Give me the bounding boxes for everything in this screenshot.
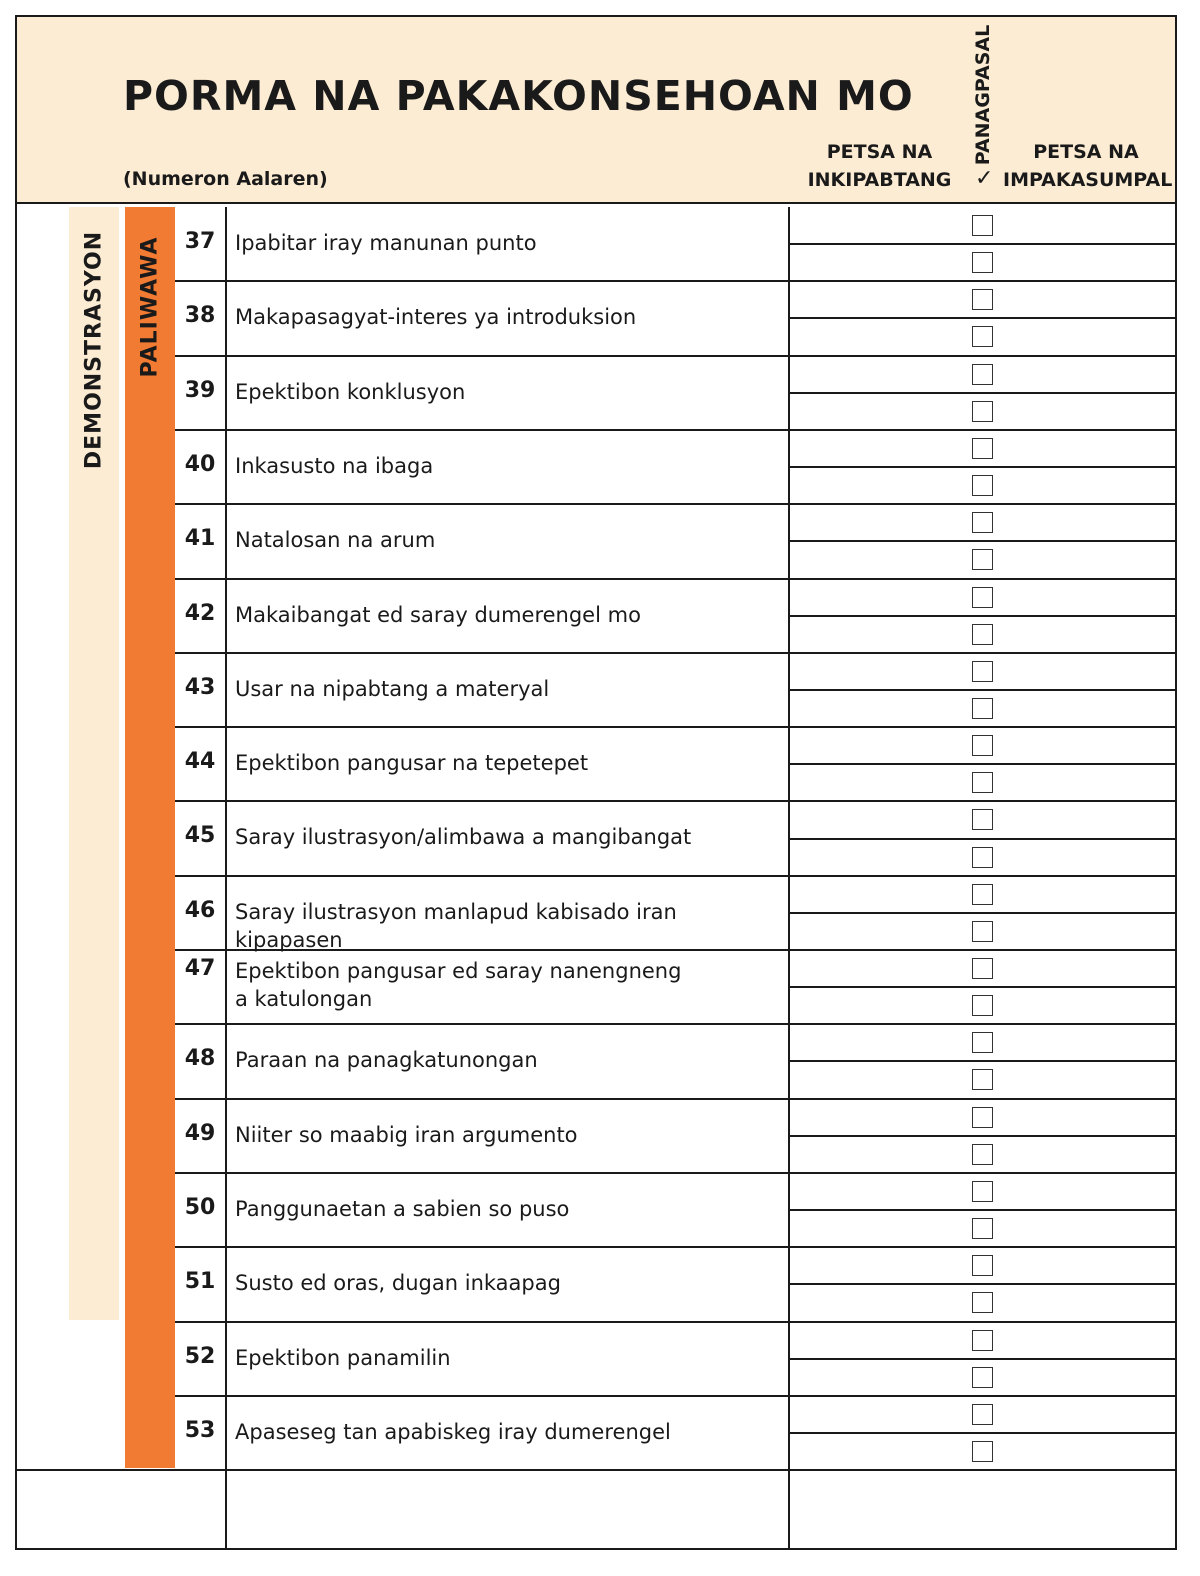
date-line bbox=[790, 1358, 1177, 1360]
date-line bbox=[790, 1023, 1177, 1025]
passed-checkbox[interactable] bbox=[972, 326, 993, 347]
row-divider bbox=[175, 280, 788, 282]
passed-checkbox[interactable] bbox=[972, 1404, 993, 1425]
lesson-number: 37 bbox=[184, 229, 216, 254]
date-line bbox=[790, 875, 1177, 877]
lesson-title-line: a katulongan bbox=[235, 987, 373, 1011]
lesson-title bbox=[235, 452, 783, 480]
date-line bbox=[790, 1060, 1177, 1062]
lesson-title bbox=[235, 1121, 783, 1149]
lesson-title bbox=[235, 526, 783, 554]
category-talk: PALIWAWA bbox=[137, 236, 163, 378]
lesson-number: 40 bbox=[184, 451, 216, 477]
date-line bbox=[790, 578, 1177, 580]
lesson-title bbox=[235, 1344, 783, 1372]
date-line bbox=[790, 1098, 1177, 1100]
date-line bbox=[790, 912, 1177, 914]
date-line bbox=[790, 1135, 1177, 1137]
lesson-title-line: Usar na nipabtang a materyal bbox=[235, 676, 550, 701]
row-divider bbox=[175, 578, 788, 580]
column-header-start-line2: INKIPABTANG bbox=[807, 169, 952, 191]
lesson-title-line: Susto ed oras, dugan inkaapag bbox=[235, 1271, 561, 1296]
lesson-title-line: Natalosan na arum bbox=[235, 528, 436, 553]
lesson-title bbox=[235, 898, 783, 954]
date-line bbox=[790, 726, 1177, 728]
passed-checkbox[interactable] bbox=[972, 735, 993, 756]
date-line bbox=[790, 503, 1177, 505]
passed-checkbox[interactable] bbox=[972, 772, 993, 793]
lesson-title-line: Makaibangat ed saray dumerengel mo bbox=[235, 602, 641, 627]
row-divider bbox=[175, 429, 788, 431]
lesson-title-line: Epektibon konklusyon bbox=[235, 379, 466, 404]
column-header-pass: PANAGPASAL bbox=[972, 24, 994, 166]
passed-checkbox[interactable] bbox=[972, 624, 993, 645]
lesson-number: 38 bbox=[184, 303, 216, 329]
passed-checkbox[interactable] bbox=[972, 512, 993, 533]
passed-checkbox[interactable] bbox=[972, 847, 993, 868]
date-line bbox=[790, 689, 1177, 691]
date-line bbox=[790, 243, 1177, 245]
date-line bbox=[790, 800, 1177, 802]
passed-checkbox[interactable] bbox=[972, 1292, 993, 1313]
column-header-start-date bbox=[797, 138, 962, 194]
date-line bbox=[790, 280, 1177, 282]
passed-checkbox[interactable] bbox=[972, 1144, 993, 1165]
lesson-title bbox=[235, 1418, 783, 1446]
passed-checkbox[interactable] bbox=[972, 1181, 993, 1202]
date-line bbox=[790, 1246, 1177, 1248]
lesson-title bbox=[235, 229, 783, 257]
passed-checkbox[interactable] bbox=[972, 438, 993, 459]
passed-checkbox[interactable] bbox=[972, 958, 993, 979]
passed-checkbox[interactable] bbox=[972, 215, 993, 236]
lesson-number: 47 bbox=[184, 956, 216, 981]
lesson-title bbox=[235, 823, 783, 851]
passed-checkbox[interactable] bbox=[972, 475, 993, 496]
lesson-title-line: Epektibon pangusar na tepetepet bbox=[235, 751, 589, 776]
lesson-title-line: Epektibon panamilin bbox=[235, 1345, 451, 1370]
passed-checkbox[interactable] bbox=[972, 921, 993, 942]
date-line bbox=[790, 652, 1177, 654]
passed-checkbox[interactable] bbox=[972, 1255, 993, 1276]
date-line bbox=[790, 949, 1177, 951]
passed-checkbox[interactable] bbox=[972, 995, 993, 1016]
lesson-title-line: Saray ilustrasyon manlapud kabisado iran kipapasen bbox=[235, 899, 677, 952]
passed-checkbox[interactable] bbox=[972, 1107, 993, 1128]
lesson-number: 53 bbox=[184, 1417, 216, 1443]
lesson-title-line: Epektibon pangusar ed saray nanengneng bbox=[235, 959, 682, 983]
lesson-title-line: Paraan na panagkatunongan bbox=[235, 1048, 538, 1073]
lesson-number: 46 bbox=[184, 897, 216, 923]
passed-checkbox[interactable] bbox=[972, 549, 993, 570]
row-divider bbox=[175, 1321, 788, 1323]
lesson-title bbox=[235, 303, 783, 331]
date-line bbox=[790, 615, 1177, 617]
date-line bbox=[790, 1432, 1177, 1434]
lesson-title bbox=[235, 1046, 783, 1074]
grid-bottom-line bbox=[17, 1469, 1175, 1471]
lesson-title bbox=[235, 1195, 783, 1223]
passed-checkbox[interactable] bbox=[972, 289, 993, 310]
lesson-number: 48 bbox=[184, 1046, 216, 1072]
lesson-title bbox=[235, 378, 783, 406]
passed-checkbox[interactable] bbox=[972, 1069, 993, 1090]
column-header-end-line2: IMPAKASUMPAL bbox=[1003, 169, 1173, 191]
lesson-number: 44 bbox=[184, 749, 216, 775]
row-divider bbox=[175, 1098, 788, 1100]
date-line bbox=[790, 540, 1177, 542]
row-divider bbox=[175, 875, 788, 877]
row-divider bbox=[175, 503, 788, 505]
category-demonstration: DEMONSTRASYON bbox=[81, 230, 107, 470]
column-header-end-date bbox=[1003, 138, 1173, 194]
column-divider bbox=[788, 207, 790, 1550]
passed-checkbox[interactable] bbox=[972, 1367, 993, 1388]
row-divider bbox=[175, 726, 788, 728]
lesson-title bbox=[235, 957, 783, 1013]
lesson-number: 50 bbox=[184, 1194, 216, 1220]
date-line bbox=[790, 429, 1177, 431]
passed-checkbox[interactable] bbox=[972, 1330, 993, 1351]
date-line bbox=[790, 355, 1177, 357]
date-line bbox=[790, 1172, 1177, 1174]
passed-checkbox[interactable] bbox=[972, 587, 993, 608]
lesson-title bbox=[235, 1269, 783, 1297]
form-title: PORMA NA PAKAKONSEHOAN MO bbox=[123, 72, 914, 120]
lesson-number: 42 bbox=[184, 600, 216, 626]
lesson-title-line: Inkasusto na ibaga bbox=[235, 453, 434, 478]
column-header-end-line1: PETSA NA bbox=[1033, 141, 1139, 163]
date-line bbox=[790, 392, 1177, 394]
passed-checkbox[interactable] bbox=[972, 401, 993, 422]
date-line bbox=[790, 1209, 1177, 1211]
lesson-title-line: Ipabitar iray manunan punto bbox=[235, 231, 537, 255]
passed-checkbox[interactable] bbox=[972, 661, 993, 682]
row-divider bbox=[175, 1246, 788, 1248]
date-line bbox=[790, 1321, 1177, 1323]
lesson-number: 52 bbox=[184, 1343, 216, 1369]
date-line bbox=[790, 838, 1177, 840]
passed-checkbox[interactable] bbox=[972, 1032, 993, 1053]
date-line bbox=[790, 1395, 1177, 1397]
passed-checkbox[interactable] bbox=[972, 1218, 993, 1239]
lesson-title bbox=[235, 601, 783, 629]
lesson-title-line: Panggunaetan a sabien so puso bbox=[235, 1196, 570, 1221]
lesson-number: 39 bbox=[184, 377, 216, 403]
lesson-title bbox=[235, 749, 783, 777]
lesson-title-line: Makapasagyat-interes ya introduksion bbox=[235, 305, 637, 330]
lesson-number: 43 bbox=[184, 674, 216, 700]
lesson-title-line: Saray ilustrasyon/alimbawa a mangibangat bbox=[235, 825, 692, 850]
row-divider bbox=[175, 800, 788, 802]
form-header bbox=[17, 17, 1175, 204]
date-line bbox=[790, 466, 1177, 468]
lesson-number: 41 bbox=[184, 526, 216, 552]
lesson-title bbox=[235, 675, 783, 703]
passed-checkbox[interactable] bbox=[972, 698, 993, 719]
row-divider bbox=[175, 1395, 788, 1397]
talk-band bbox=[125, 207, 175, 1468]
date-line bbox=[790, 986, 1177, 988]
passed-checkbox[interactable] bbox=[972, 364, 993, 385]
column-header-start-line1: PETSA NA bbox=[826, 141, 933, 163]
lesson-number: 49 bbox=[184, 1120, 216, 1146]
form-subtitle: (Numeron Aalaren) bbox=[123, 168, 328, 190]
date-line bbox=[790, 1283, 1177, 1285]
date-line bbox=[790, 317, 1177, 319]
check-mark-icon: ✓ bbox=[975, 166, 994, 191]
passed-checkbox[interactable] bbox=[972, 1441, 993, 1462]
row-divider bbox=[175, 1172, 788, 1174]
lesson-title-line: Niiter so maabig iran argumento bbox=[235, 1122, 578, 1147]
column-divider bbox=[225, 207, 227, 1550]
passed-checkbox[interactable] bbox=[972, 252, 993, 273]
lesson-title-line: Apaseseg tan apabiskeg iray dumerengel bbox=[235, 1419, 671, 1444]
row-divider bbox=[175, 355, 788, 357]
passed-checkbox[interactable] bbox=[972, 884, 993, 905]
row-divider bbox=[175, 1023, 788, 1025]
date-line bbox=[790, 763, 1177, 765]
lesson-number: 45 bbox=[184, 823, 216, 849]
lesson-number: 51 bbox=[184, 1269, 216, 1295]
passed-checkbox[interactable] bbox=[972, 809, 993, 830]
row-divider bbox=[175, 652, 788, 654]
